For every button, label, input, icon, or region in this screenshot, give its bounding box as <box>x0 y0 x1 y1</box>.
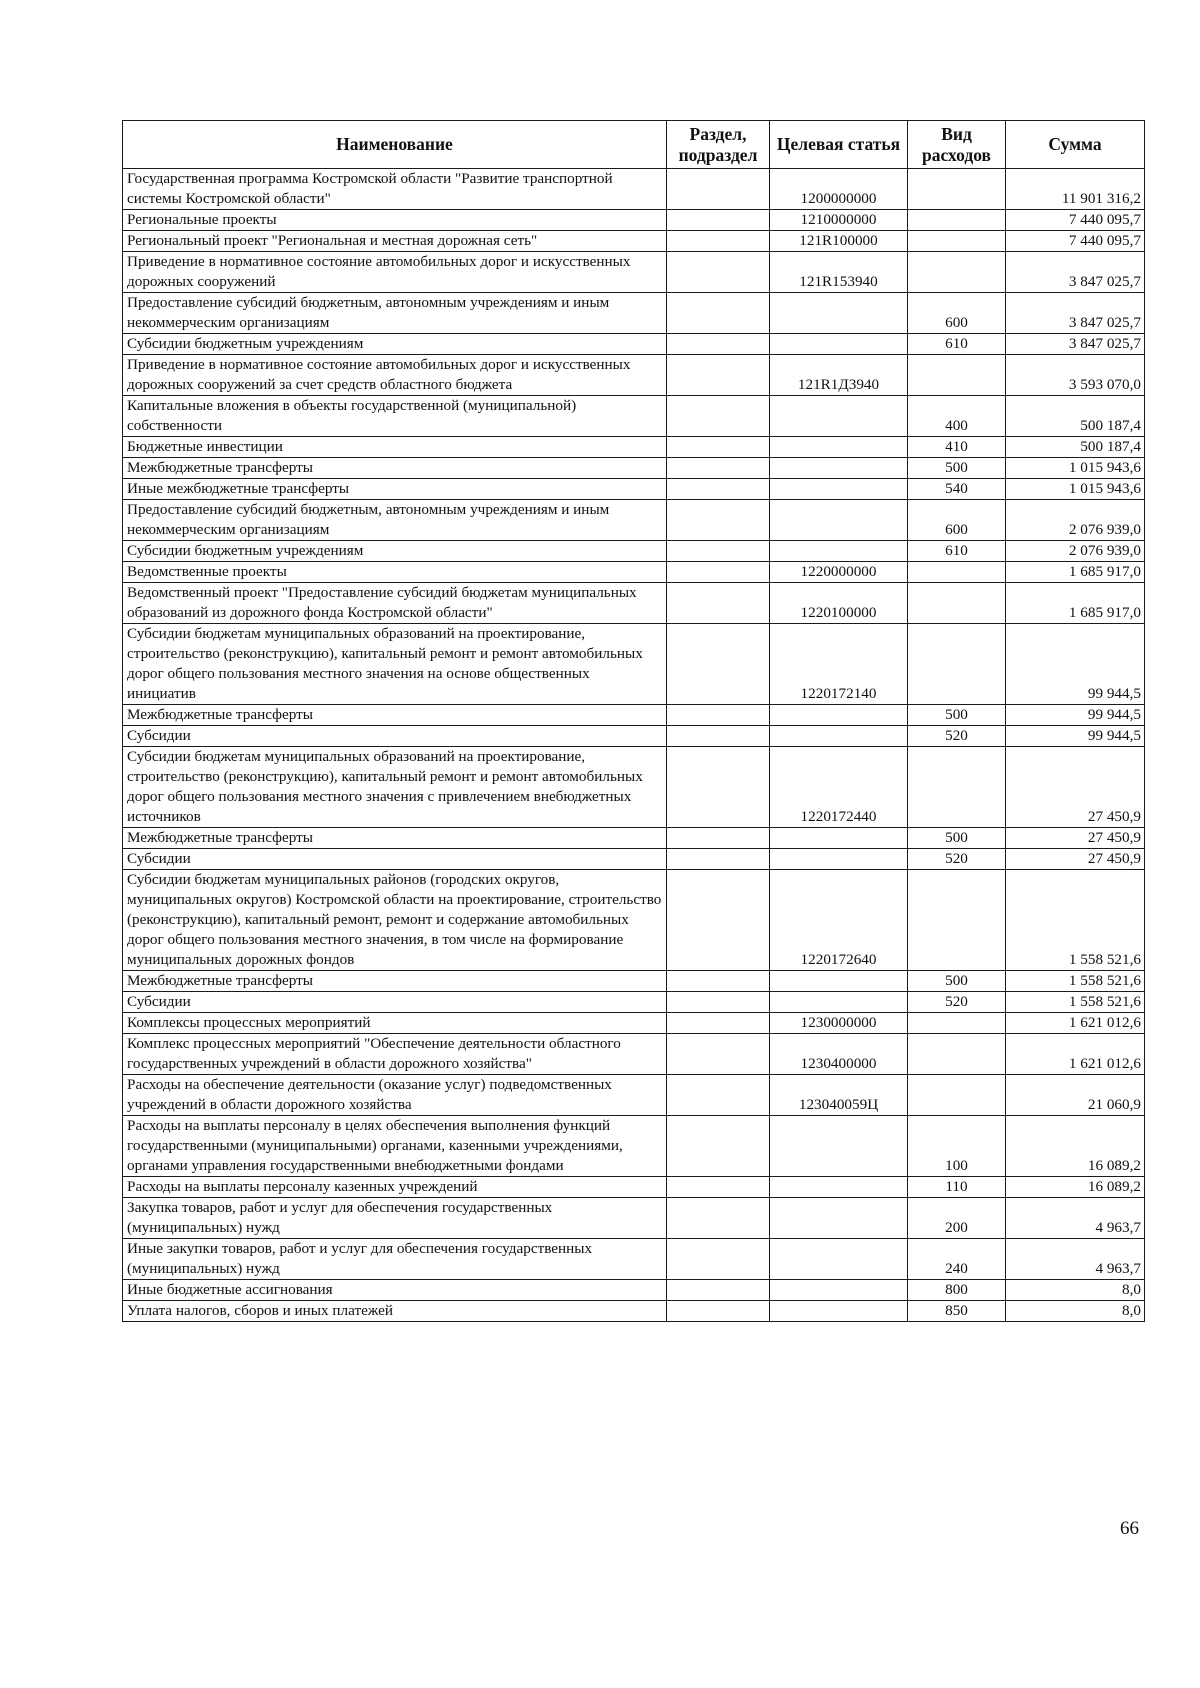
cell-sum: 1 685 917,0 <box>1006 562 1145 583</box>
table-row <box>123 624 1145 705</box>
cell-sum: 99 944,5 <box>1006 624 1145 705</box>
cell-section <box>667 458 770 479</box>
table-row <box>123 437 1145 458</box>
cell-name: Ведомственный проект "Предоставление субсидий бюджетам муниципальных образований из дорожного фонда Костромской области" <box>123 583 667 624</box>
header-sum: Сумма <box>1006 121 1145 169</box>
header-type: Вид расходов <box>908 121 1006 169</box>
cell-type: 500 <box>908 828 1006 849</box>
cell-sum: 8,0 <box>1006 1280 1145 1301</box>
cell-name: Субсидии бюджетам муниципальных районов (городских округов, муниципальных округов) Костромской области на проектирование, строительство (реконструкцию), капитальный ремонт, ремонт и содержание автомобильных дорог общего пользования местного значения, в том числе на формирование муниципальных дорожных фондов <box>123 870 667 971</box>
cell-target: 121R1Д3940 <box>770 355 908 396</box>
table-row <box>123 971 1145 992</box>
cell-name: Межбюджетные трансферты <box>123 971 667 992</box>
cell-section <box>667 705 770 726</box>
cell-type: 610 <box>908 541 1006 562</box>
cell-target: 1220172140 <box>770 624 908 705</box>
cell-section <box>667 355 770 396</box>
cell-name: Государственная программа Костромской области "Развитие транспортной системы Костромской области" <box>123 169 667 210</box>
cell-sum: 1 621 012,6 <box>1006 1013 1145 1034</box>
cell-target <box>770 458 908 479</box>
cell-target <box>770 705 908 726</box>
table-row <box>123 293 1145 334</box>
cell-type: 520 <box>908 726 1006 747</box>
cell-section <box>667 396 770 437</box>
cell-section <box>667 992 770 1013</box>
cell-section <box>667 726 770 747</box>
table-row <box>123 828 1145 849</box>
cell-sum: 1 015 943,6 <box>1006 479 1145 500</box>
cell-name: Региональный проект "Региональная и местная дорожная сеть" <box>123 231 667 252</box>
cell-sum: 27 450,9 <box>1006 849 1145 870</box>
cell-type <box>908 231 1006 252</box>
table-row <box>123 334 1145 355</box>
cell-target: 1220172640 <box>770 870 908 971</box>
table-row <box>123 747 1145 828</box>
table-row <box>123 541 1145 562</box>
cell-sum: 16 089,2 <box>1006 1116 1145 1177</box>
cell-target <box>770 828 908 849</box>
cell-type: 400 <box>908 396 1006 437</box>
cell-target <box>770 396 908 437</box>
cell-type: 850 <box>908 1301 1006 1322</box>
cell-type <box>908 210 1006 231</box>
cell-section <box>667 1034 770 1075</box>
cell-type <box>908 355 1006 396</box>
table-row <box>123 396 1145 437</box>
cell-target: 1230400000 <box>770 1034 908 1075</box>
cell-section <box>667 500 770 541</box>
cell-section <box>667 1177 770 1198</box>
cell-name: Расходы на выплаты персоналу в целях обеспечения выполнения функций государственными (муниципальными) органами, казенными учреждениями, органами управления государственными внебюджетными фондами <box>123 1116 667 1177</box>
table-row <box>123 210 1145 231</box>
cell-name: Субсидии бюджетным учреждениям <box>123 541 667 562</box>
table-row <box>123 169 1145 210</box>
table-row <box>123 1239 1145 1280</box>
cell-section <box>667 293 770 334</box>
cell-target: 123040059Ц <box>770 1075 908 1116</box>
cell-target: 1220172440 <box>770 747 908 828</box>
table-row <box>123 583 1145 624</box>
table-row <box>123 1280 1145 1301</box>
cell-section <box>667 1301 770 1322</box>
cell-target <box>770 1177 908 1198</box>
cell-target <box>770 849 908 870</box>
table-row <box>123 1013 1145 1034</box>
cell-name: Расходы на выплаты персоналу казенных учреждений <box>123 1177 667 1198</box>
cell-sum: 1 558 521,6 <box>1006 870 1145 971</box>
cell-name: Межбюджетные трансферты <box>123 705 667 726</box>
table-row <box>123 1034 1145 1075</box>
cell-type: 110 <box>908 1177 1006 1198</box>
cell-type: 500 <box>908 458 1006 479</box>
cell-name: Приведение в нормативное состояние автомобильных дорог и искусственных дорожных сооружений <box>123 252 667 293</box>
cell-sum: 11 901 316,2 <box>1006 169 1145 210</box>
cell-type: 100 <box>908 1116 1006 1177</box>
cell-name: Субсидии <box>123 849 667 870</box>
cell-name: Расходы на обеспечение деятельности (оказание услуг) подведомственных учреждений в области дорожного хозяйства <box>123 1075 667 1116</box>
cell-name: Приведение в нормативное состояние автомобильных дорог и искусственных дорожных сооружений за счет средств областного бюджета <box>123 355 667 396</box>
cell-sum: 21 060,9 <box>1006 1075 1145 1116</box>
cell-sum: 1 685 917,0 <box>1006 583 1145 624</box>
cell-type <box>908 252 1006 293</box>
cell-sum: 4 963,7 <box>1006 1198 1145 1239</box>
table-body <box>123 169 1145 1322</box>
cell-target <box>770 971 908 992</box>
cell-name: Иные бюджетные ассигнования <box>123 1280 667 1301</box>
cell-target <box>770 541 908 562</box>
cell-type: 540 <box>908 479 1006 500</box>
cell-name: Ведомственные проекты <box>123 562 667 583</box>
page-number: 66 <box>1120 1518 1139 1539</box>
cell-type <box>908 169 1006 210</box>
cell-type <box>908 562 1006 583</box>
cell-name: Межбюджетные трансферты <box>123 828 667 849</box>
cell-section <box>667 541 770 562</box>
cell-sum: 1 621 012,6 <box>1006 1034 1145 1075</box>
cell-target <box>770 1116 908 1177</box>
cell-sum: 1 015 943,6 <box>1006 458 1145 479</box>
cell-section <box>667 562 770 583</box>
cell-section <box>667 334 770 355</box>
table-row <box>123 870 1145 971</box>
cell-type <box>908 583 1006 624</box>
cell-target: 1220000000 <box>770 562 908 583</box>
cell-type: 520 <box>908 992 1006 1013</box>
cell-section <box>667 169 770 210</box>
cell-type <box>908 1013 1006 1034</box>
cell-section <box>667 971 770 992</box>
cell-name: Уплата налогов, сборов и иных платежей <box>123 1301 667 1322</box>
cell-type <box>908 624 1006 705</box>
cell-section <box>667 1198 770 1239</box>
cell-section <box>667 1116 770 1177</box>
table-row <box>123 1116 1145 1177</box>
table-row <box>123 479 1145 500</box>
cell-section <box>667 252 770 293</box>
cell-target <box>770 479 908 500</box>
cell-target <box>770 334 908 355</box>
cell-name: Предоставление субсидий бюджетным, автономным учреждениям и иным некоммерческим организациям <box>123 293 667 334</box>
cell-type: 500 <box>908 971 1006 992</box>
cell-sum: 3 847 025,7 <box>1006 293 1145 334</box>
cell-name: Бюджетные инвестиции <box>123 437 667 458</box>
cell-name: Региональные проекты <box>123 210 667 231</box>
cell-section <box>667 747 770 828</box>
cell-section <box>667 828 770 849</box>
cell-name: Межбюджетные трансферты <box>123 458 667 479</box>
cell-name: Предоставление субсидий бюджетным, автономным учреждениям и иным некоммерческим организациям <box>123 500 667 541</box>
table-row <box>123 849 1145 870</box>
cell-type: 240 <box>908 1239 1006 1280</box>
cell-section <box>667 849 770 870</box>
cell-name: Субсидии <box>123 726 667 747</box>
cell-section <box>667 583 770 624</box>
cell-sum: 1 558 521,6 <box>1006 971 1145 992</box>
table-row <box>123 252 1145 293</box>
table-row <box>123 1075 1145 1116</box>
cell-type <box>908 1034 1006 1075</box>
table-header-row <box>123 121 1145 169</box>
cell-sum: 99 944,5 <box>1006 705 1145 726</box>
cell-target: 1200000000 <box>770 169 908 210</box>
cell-sum: 3 847 025,7 <box>1006 252 1145 293</box>
table-row <box>123 726 1145 747</box>
cell-name: Комплексы процессных мероприятий <box>123 1013 667 1034</box>
cell-target <box>770 1198 908 1239</box>
cell-sum: 27 450,9 <box>1006 828 1145 849</box>
cell-section <box>667 210 770 231</box>
table-row <box>123 500 1145 541</box>
budget-table <box>122 120 1145 1322</box>
cell-sum: 500 187,4 <box>1006 396 1145 437</box>
cell-section <box>667 1075 770 1116</box>
cell-target: 121R100000 <box>770 231 908 252</box>
cell-type: 410 <box>908 437 1006 458</box>
cell-target <box>770 1239 908 1280</box>
table-row <box>123 355 1145 396</box>
header-name: Наименование <box>123 121 667 169</box>
cell-type <box>908 870 1006 971</box>
cell-type: 600 <box>908 500 1006 541</box>
cell-target <box>770 992 908 1013</box>
cell-sum: 7 440 095,7 <box>1006 231 1145 252</box>
table-row <box>123 705 1145 726</box>
cell-sum: 2 076 939,0 <box>1006 541 1145 562</box>
cell-sum: 7 440 095,7 <box>1006 210 1145 231</box>
cell-section <box>667 1013 770 1034</box>
cell-name: Субсидии бюджетам муниципальных образований на проектирование, строительство (реконструкцию), капитальный ремонт и ремонт автомобильных дорог общего пользования местного значения с привлечением внебюджетных источников <box>123 747 667 828</box>
cell-target <box>770 1280 908 1301</box>
cell-sum: 99 944,5 <box>1006 726 1145 747</box>
cell-target <box>770 726 908 747</box>
cell-name: Субсидии бюджетам муниципальных образований на проектирование, строительство (реконструкцию), капитальный ремонт и ремонт автомобильных дорог общего пользования местного значения на основе общественных инициатив <box>123 624 667 705</box>
table-row <box>123 1177 1145 1198</box>
header-target: Целевая статья <box>770 121 908 169</box>
cell-name: Субсидии <box>123 992 667 1013</box>
cell-target: 1230000000 <box>770 1013 908 1034</box>
cell-type: 520 <box>908 849 1006 870</box>
cell-type <box>908 1075 1006 1116</box>
cell-type: 500 <box>908 705 1006 726</box>
cell-name: Закупка товаров, работ и услуг для обеспечения государственных (муниципальных) нужд <box>123 1198 667 1239</box>
cell-sum: 27 450,9 <box>1006 747 1145 828</box>
cell-section <box>667 437 770 458</box>
cell-sum: 1 558 521,6 <box>1006 992 1145 1013</box>
cell-target <box>770 1301 908 1322</box>
cell-section <box>667 231 770 252</box>
table-row <box>123 458 1145 479</box>
cell-section <box>667 479 770 500</box>
cell-sum: 4 963,7 <box>1006 1239 1145 1280</box>
cell-target <box>770 437 908 458</box>
cell-type: 200 <box>908 1198 1006 1239</box>
cell-name: Капитальные вложения в объекты государственной (муниципальной) собственности <box>123 396 667 437</box>
cell-sum: 16 089,2 <box>1006 1177 1145 1198</box>
header-section: Раздел, подраздел <box>667 121 770 169</box>
cell-type: 800 <box>908 1280 1006 1301</box>
cell-target: 1210000000 <box>770 210 908 231</box>
table-row <box>123 1301 1145 1322</box>
cell-sum: 500 187,4 <box>1006 437 1145 458</box>
cell-target <box>770 500 908 541</box>
cell-sum: 3 593 070,0 <box>1006 355 1145 396</box>
cell-type: 610 <box>908 334 1006 355</box>
table-row <box>123 1198 1145 1239</box>
cell-target: 121R153940 <box>770 252 908 293</box>
cell-name: Иные межбюджетные трансферты <box>123 479 667 500</box>
cell-sum: 2 076 939,0 <box>1006 500 1145 541</box>
cell-section <box>667 624 770 705</box>
table-row <box>123 562 1145 583</box>
cell-type: 600 <box>908 293 1006 334</box>
cell-type <box>908 747 1006 828</box>
cell-section <box>667 870 770 971</box>
cell-section <box>667 1280 770 1301</box>
cell-sum: 3 847 025,7 <box>1006 334 1145 355</box>
cell-sum: 8,0 <box>1006 1301 1145 1322</box>
cell-target <box>770 293 908 334</box>
cell-name: Комплекс процессных мероприятий "Обеспечение деятельности областного государственных учреждений в области дорожного хозяйства" <box>123 1034 667 1075</box>
cell-section <box>667 1239 770 1280</box>
table-row <box>123 231 1145 252</box>
cell-target: 1220100000 <box>770 583 908 624</box>
cell-name: Субсидии бюджетным учреждениям <box>123 334 667 355</box>
table-row <box>123 992 1145 1013</box>
cell-name: Иные закупки товаров, работ и услуг для обеспечения государственных (муниципальных) нужд <box>123 1239 667 1280</box>
